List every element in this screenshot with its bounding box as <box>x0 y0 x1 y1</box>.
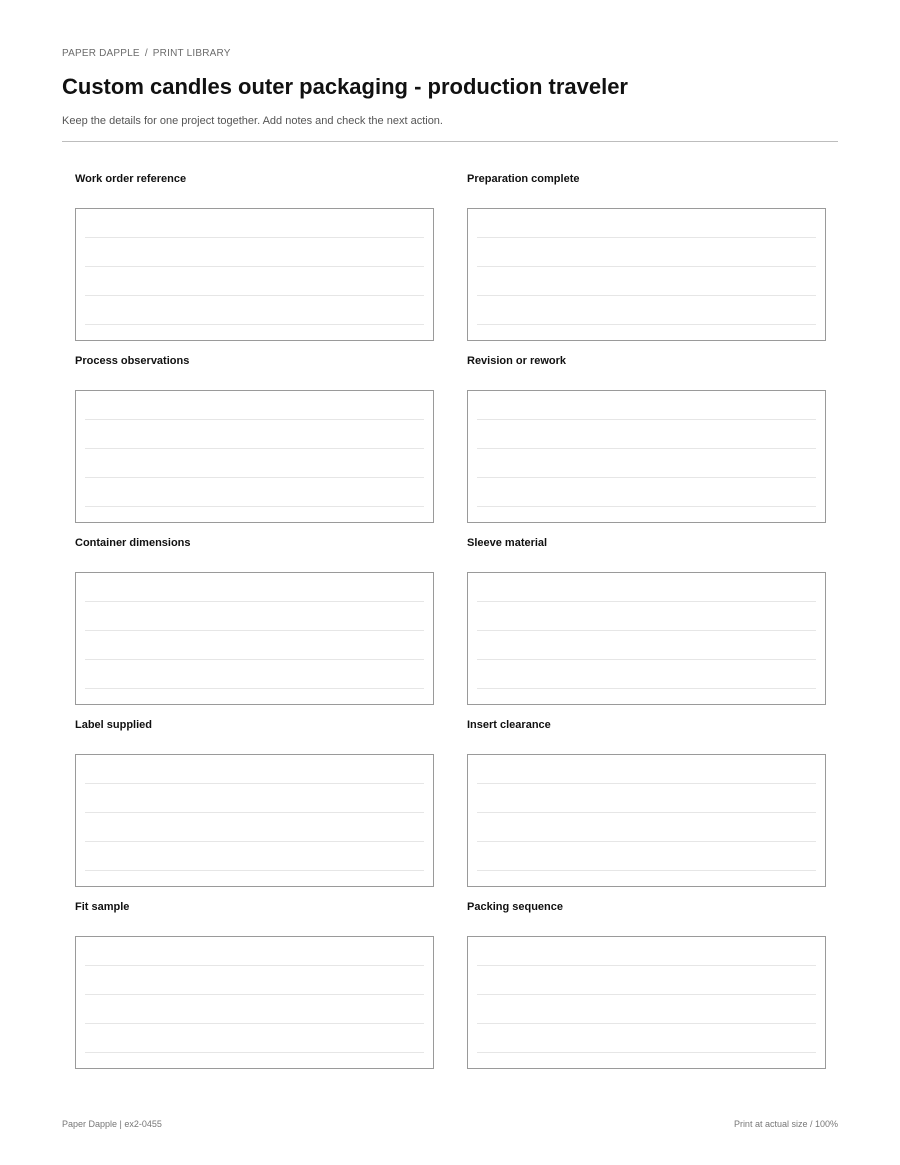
writing-line <box>477 237 816 238</box>
notes-box[interactable] <box>467 754 826 887</box>
writing-line <box>85 295 424 296</box>
breadcrumb-separator: / <box>144 48 148 59</box>
writing-line <box>477 448 816 449</box>
notes-box[interactable] <box>467 390 826 523</box>
writing-line <box>85 659 424 660</box>
field-insert-clearance <box>467 716 826 881</box>
notes-box[interactable] <box>467 208 826 341</box>
writing-line <box>477 994 816 995</box>
field-sleeve-material <box>467 534 826 699</box>
writing-line <box>477 812 816 813</box>
writing-line <box>477 419 816 420</box>
writing-line <box>85 630 424 631</box>
writing-line <box>85 965 424 966</box>
writing-line <box>85 1052 424 1053</box>
writing-line <box>477 506 816 507</box>
writing-line <box>85 1023 424 1024</box>
footer-document-id: Paper Dapple | ex2-0455 <box>62 1119 162 1129</box>
writing-line <box>477 601 816 602</box>
notes-box[interactable] <box>467 572 826 705</box>
writing-line <box>85 688 424 689</box>
field-revision-or-rework <box>467 352 826 517</box>
field-label-supplied <box>75 716 434 881</box>
header-divider <box>62 141 838 142</box>
writing-line <box>85 477 424 478</box>
writing-line <box>477 1052 816 1053</box>
writing-line <box>85 266 424 267</box>
writing-line <box>477 1023 816 1024</box>
notes-box[interactable] <box>75 208 434 341</box>
writing-line <box>477 477 816 478</box>
field-label: Sleeve material <box>467 537 548 549</box>
field-label: Fit sample <box>75 901 130 913</box>
writing-line <box>477 659 816 660</box>
notes-box[interactable] <box>75 936 434 1069</box>
writing-line <box>85 448 424 449</box>
writing-line <box>85 783 424 784</box>
field-label: Work order reference <box>75 173 187 185</box>
field-container-dimensions <box>75 534 434 699</box>
field-label: Preparation complete <box>467 173 580 185</box>
field-label: Label supplied <box>75 719 153 731</box>
notes-box[interactable] <box>467 936 826 1069</box>
field-label: Insert clearance <box>467 719 551 731</box>
writing-line <box>477 965 816 966</box>
field-work-order-reference <box>75 170 434 335</box>
writing-line <box>85 419 424 420</box>
writing-line <box>477 324 816 325</box>
writing-line <box>477 266 816 267</box>
writing-line <box>85 841 424 842</box>
writing-line <box>477 870 816 871</box>
writing-line <box>477 783 816 784</box>
writing-line <box>85 812 424 813</box>
writing-line <box>477 295 816 296</box>
field-label: Revision or rework <box>467 355 567 367</box>
page-title: Custom candles outer packaging - production traveler <box>62 74 628 99</box>
notes-box[interactable] <box>75 572 434 705</box>
writing-line <box>85 870 424 871</box>
writing-line <box>477 841 816 842</box>
field-preparation-complete <box>467 170 826 335</box>
writing-line <box>477 630 816 631</box>
writing-line <box>85 324 424 325</box>
writing-line <box>85 601 424 602</box>
notes-box[interactable] <box>75 754 434 887</box>
field-packing-sequence <box>467 898 826 1063</box>
field-fit-sample <box>75 898 434 1063</box>
writing-line <box>85 506 424 507</box>
breadcrumb <box>62 48 231 59</box>
field-label: Packing sequence <box>467 901 563 913</box>
field-process-observations <box>75 352 434 517</box>
field-label: Container dimensions <box>75 537 191 549</box>
writing-line <box>85 994 424 995</box>
fields-grid <box>75 170 826 1063</box>
writing-line <box>477 688 816 689</box>
breadcrumb-item-brand[interactable]: PAPER DAPPLE <box>62 48 140 59</box>
footer-print-note: Print at actual size / 100% <box>733 1119 838 1129</box>
notes-box[interactable] <box>75 390 434 523</box>
field-label: Process observations <box>75 355 190 367</box>
writing-line <box>85 237 424 238</box>
page-subtitle: Keep the details for one project together. Add notes and check the next action. <box>62 115 443 127</box>
breadcrumb-item-print-library[interactable]: PRINT LIBRARY <box>152 48 231 59</box>
